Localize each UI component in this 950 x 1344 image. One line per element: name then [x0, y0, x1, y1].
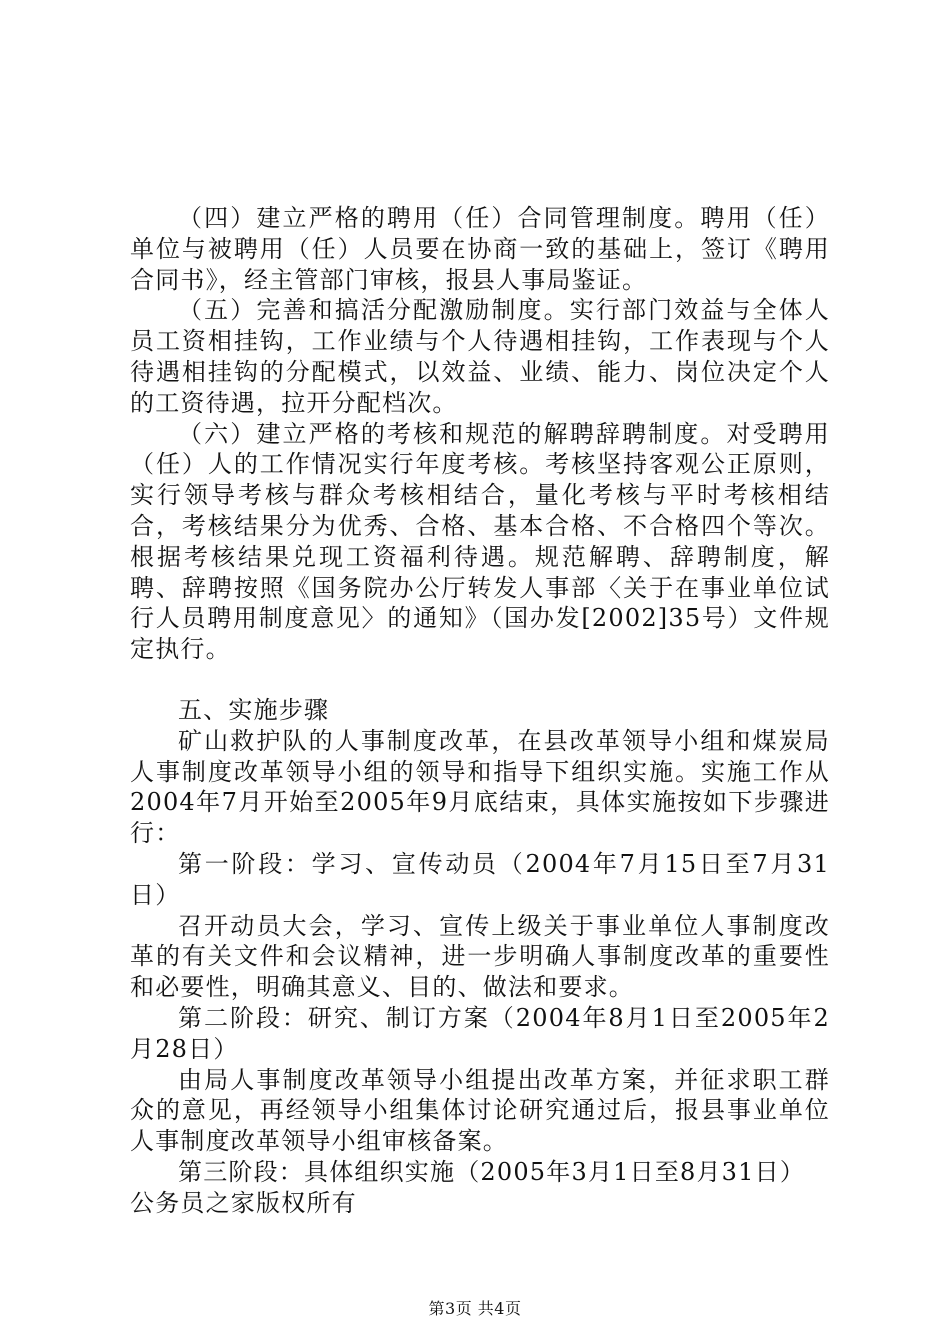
stage-one-body: 召开动员大会，学习、宣传上级关于事业单位人事制度改革的有关文件和会议精神，进一步明确人事制度改革的重要性和必要性，明确其意义、目的、做法和要求。 [130, 911, 830, 1002]
stage-one-heading: 第一阶段：学习、宣传动员（2004年7月15日至7月31日） [130, 849, 830, 909]
section-heading-implementation-steps: 五、实施步骤 [178, 695, 330, 724]
stage-three-heading: 第三阶段：具体组织实施（2005年3月1日至8月31日） [178, 1157, 806, 1186]
paragraph-contract-management: （四）建立严格的聘用（任）合同管理制度。聘用（任）单位与被聘用（任）人员要在协商一致的基础上，签订《聘用合同书》，经主管部门审核，报县人事局鉴证。 [130, 204, 830, 294]
paragraph-distribution-incentive: （五）完善和搞活分配激励制度。实行部门效益与全体人员工资相挂钩，工作业绩与个人待遇相挂钩，工作表现与个人待遇相挂钩的分配模式，以效益、业绩、能力、岗位决定个人的工资待遇，拉开分配档次。 [130, 296, 830, 417]
copyright-notice: 公务员之家版权所有 [130, 1188, 357, 1217]
paragraph-assessment-dismissal: （六）建立严格的考核和规范的解聘辞聘制度。对受聘用（任）人的工作情况实行年度考核。考核坚持客观公正原则，实行领导考核与群众考核相结合，量化考核与平时考核相结合，考核结果分为优秀、合格、基本合格、不合格四个等次。根据考核结果兑现工资福利待遇。规范解聘、辞聘制度，解聘、辞聘按照《国务院办公厅转发人事部〈关于在事业单位试行人员聘用制度意见〉的通知》（国办发[2002]35号）文件规定执行。 [130, 419, 830, 664]
paragraph-implementation-intro: 矿山救护队的人事制度改革，在县改革领导小组和煤炭局人事制度改革领导小组的领导和指导下组织实施。实施工作从2004年7月开始至2005年9月底结束，具体实施按如下步骤进行： [130, 726, 830, 848]
stage-two-body: 由局人事制度改革领导小组提出改革方案，并征求职工群众的意见，再经领导小组集体讨论研究通过后，报县事业单位人事制度改革领导小组审核备案。 [130, 1065, 830, 1156]
page-number-footer: 第3页 共4页 [428, 1299, 522, 1318]
stage-two-heading: 第二阶段：研究、制订方案（2004年8月1日至2005年2月28日） [130, 1003, 830, 1063]
document-body [130, 203, 830, 1219]
